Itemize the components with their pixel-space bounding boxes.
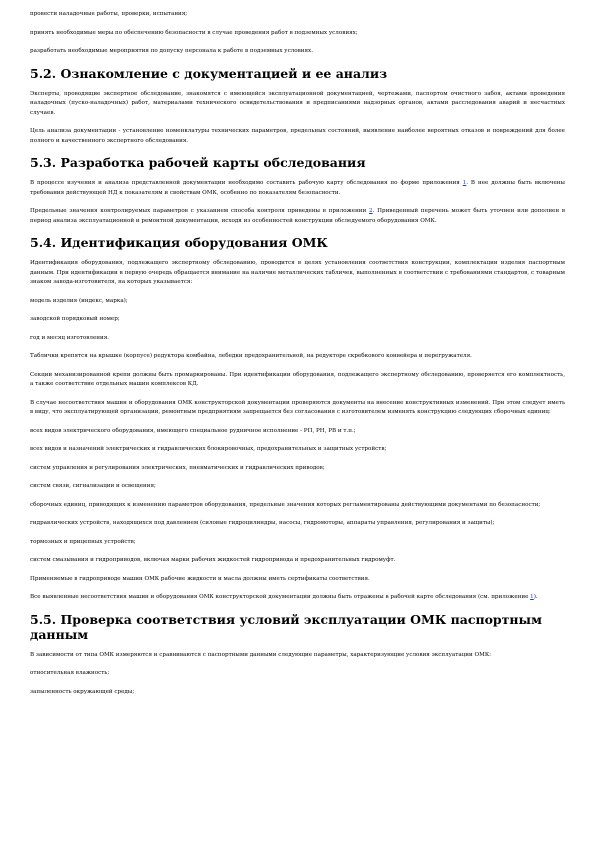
appendix-1-link[interactable]: 1 (530, 594, 534, 600)
list-item: модель изделия (индекс, марка); (30, 297, 128, 304)
list-item: всех видов и назначений электрических и гидравлических блокировочных, предохранительных и защитных устройств; (30, 446, 387, 452)
section-heading-5-2: 5.2. Ознакомление с документацией и ее анализ (30, 65, 388, 81)
paragraph: В случае несоответствия машин и оборудования ОМК конструкторской документации проверяются документы на внесение конструктивных изменений. При этом следует иметь в виду, что эксплуатирующей организации, ремонтным предприятиям запрещается без согласования с изготовителем изменять конструкцию следующих сборочных единиц: (30, 399, 565, 415)
list-item: провести наладочные работы, проверки, испытания; (30, 11, 188, 17)
section-heading-5-3: 5.3. Разработка рабочей карты обследования (30, 155, 366, 170)
text-run: Все выявленные несоответствия машин и оборудования ОМК конструкторской документации должны быть отражены в рабочей карте обследования (см. приложение (30, 594, 531, 600)
paragraph (30, 593, 565, 603)
list-item: сборочных единиц, приводящих к изменению параметров оборудования, предельные значения которых регламентированы действующими документами по безопасности; (30, 501, 541, 508)
list-item: год и месяц изготовления. (30, 334, 110, 341)
section-heading-5-5: 5.5. Проверка соответствия условий эксплуатации ОМК паспортным данным (30, 611, 542, 642)
paragraph (30, 207, 565, 226)
text-run: . Приведенный перечень может быть уточнен или дополнен в период анализа эксплуатационной и ремонтной документации, исходя из особенностей конструкции обследуемого оборудования ОМК. (30, 208, 565, 224)
text-run: ). (533, 594, 538, 600)
paragraph: В зависимости от типа ОМК измеряются и сравниваются с паспортными данными следующие параметры, характеризующие условия эксплуатации ОМК: (30, 651, 492, 658)
document-page (30, 10, 565, 706)
list-item: разработать необходимые мероприятия по допуску персонала к работе в подземных условиях. (30, 48, 313, 54)
text-run: . В нее должны быть включены требования действующей НД к показателям и свойствам ОМК, особенно по показателям безопасности. (30, 180, 565, 196)
list-item: заводской порядковый номер; (30, 316, 120, 322)
appendix-1-link[interactable]: 1 (462, 180, 467, 186)
list-item: относительная влажность; (30, 670, 110, 676)
list-item: всех видов электрического оборудования, имеющего специальное рудничное исполнение - РП, РН, РВ и т.п.; (30, 427, 356, 434)
list-item: систем управления и регулирования электрических, пневматических и гидравлических приводов; (30, 464, 325, 471)
list-item: систем смазывания и гидроприводов, включая марки рабочих жидкостей гидропривода и предохранительных гидромуфт. (30, 557, 396, 563)
paragraph: Цель анализа документации - установление номенклатуры технических параметров, предельных состояний, выявление наиболее вероятных отказов и повреждений для более полного и качественного экспертного обследования. (30, 128, 565, 144)
paragraph: Идентификация оборудования, подлежащего экспертному обследованию, проводится в целях установления соответствия конструкции, комплектации изделия паспортным данным. При идентификации в первую очередь обращается внимание на наличие металлических табличек, выполненных в соответствии с требованиями стандартов, с товарным знаком завода-изготовителя, на которых указывается: (30, 260, 565, 285)
list-item: систем связи, сигнализации и освещения; (30, 483, 156, 489)
paragraph: Эксперты, проводящие экспертное обследование, знакомятся с имеющейся эксплуатационной документацией, чертежами, паспортом очистного забоя, актами проведения наладочных (пуско-наладочных) работ, материалами технического освидетельствования и предписаниями надзорных органов, актами расследования аварий и несчастных случаев. (30, 90, 565, 116)
appendix-2-link[interactable]: 2 (369, 208, 373, 214)
section-heading-5-4: 5.4. Идентификация оборудования ОМК (30, 235, 328, 250)
list-item: запыленность окружающей среды; (30, 688, 135, 695)
list-item: тормозных и прицепных устройств; (30, 538, 136, 545)
paragraph: Секции механизированной крепи должны быть промаркированы. При идентификации оборудования, подлежащего экспертному обследованию, проверяется его комплектность, а также соответствие отдельных машин комплексов КД. (30, 371, 565, 387)
list-item: гидравлических устройств, находящихся под давлением (силовые гидроцилиндры, насосы, гидромоторы, аппараты управления, регулирования и защиты); (30, 520, 495, 526)
text-run: Предельные значения контролируемых параметров с указанием способа контроля приведены в приложении (30, 208, 370, 214)
paragraph (30, 179, 565, 198)
text-run: В процессе изучения и анализа представленной документации необходимо составить рабочую карту обследования по форме приложения (30, 180, 463, 186)
paragraph: Таблички крепятся на крышке (корпусе) редуктора комбайна, лебедки предохранительной, на редукторе скребкового конвейера и перегружателя. (30, 353, 472, 359)
paragraph: Применяемые в гидроприводе машин ОМК рабочие жидкости и масла должны иметь сертификаты соответствия. (30, 575, 370, 582)
list-item: принять необходимые меры по обеспечению безопасности в случае проведения работ в подземных условиях; (30, 29, 358, 36)
